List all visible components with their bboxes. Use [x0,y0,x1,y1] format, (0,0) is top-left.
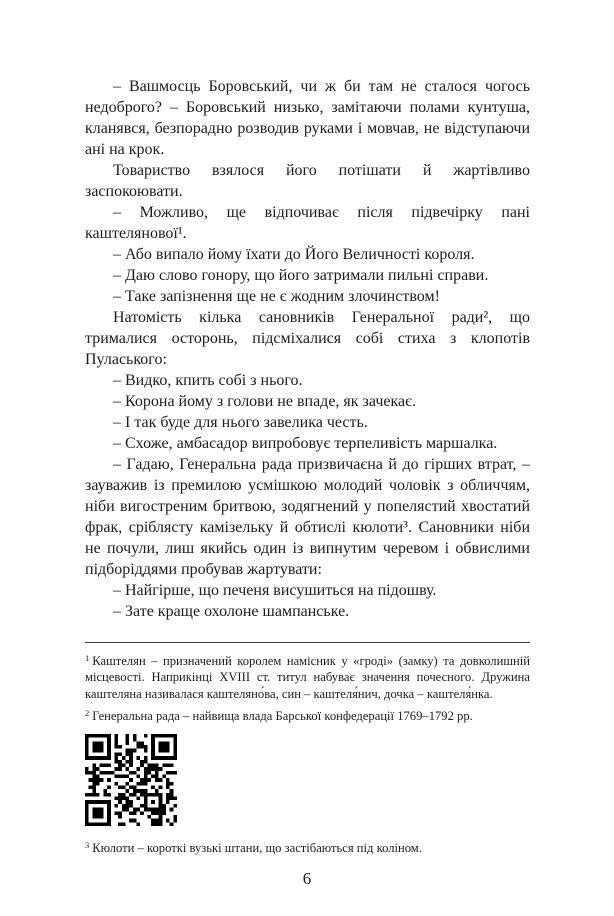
footnote-text-3: Кюлоти – короткі вузькі штани, що застібаються під коліном. [92,840,422,855]
footnote-marker-1: 1 [85,653,90,663]
paragraph: Товариство взялося його потішати й жартівливо заспокоювати. [85,162,530,200]
paragraph: – Або випало йому їхати до Його Величності короля. [113,246,475,263]
paragraph: – Вашмосць Боровський, чи ж би там не сталося чогось недоброго? – Боровський низько, замітаючи полами кунтуша, кланявся, безпорадно розводив руками і мовчав, не відступаючи ані на крок. [85,78,530,158]
paragraph: – Даю слово гонору, що його затримали пильні справи. [113,267,489,284]
paragraph: – Видко, кпить собі з нього. [113,372,303,389]
paragraph: – Схоже, амбасадор випробовує терпеливість маршалка. [113,435,498,452]
footnote-kashtelian [85,650,530,702]
paragraph: – Зате краще охолоне шампанське. [113,603,350,620]
footnote-text-1: Каштелян – призначений королем намісник у «гроді» (замку) та довколишній місцевості. Наприкінці XVIII ст. титул набуває значення почесного. Дружина каштеляна називалася каштеляно́ва, син – каштеля́нич, дочка – каштеля́нка. [85,654,530,701]
footnote-kiuloty [85,837,530,856]
paragraph: Натомість кілька сановників Генеральної ради², що трималися осторонь, підсміхалися собі стиха з клопотів Пуласького: [85,309,530,368]
paragraph: – І так буде для нього завелика честь. [113,414,368,431]
body-text [85,76,530,622]
footnotes-section [85,642,530,859]
paragraph: – Можливо, ще відпочиває після підвечірку пані каштелянової¹. [85,204,530,242]
paragraph: – Найгірше, що печеня висушиться на підошву. [113,582,437,599]
footnote-text-2: Генеральна рада – найвища влада Барської конфедерації 1769–1792 рр. [92,709,473,724]
page-number: 6 [302,869,312,888]
paragraph: – Таке запізнення ще не є жодним злочинством! [113,288,440,305]
footnote-heneralna-rada [85,705,530,724]
paragraph: – Гадаю, Генеральна рада призвичаєна й до гірших втрат, – зауважив із премилою усмішкою молодий чоловік з обличчям, ніби вигостреним бритвою, зодягнений у попелястий хвостатий фрак, сріблясту камізельку й обтислі кюлоти³. Сановники ніби не почули, лиш якийсь один із випнутим черевом і обвислими підборіддями пробував жартувати: [85,456,530,578]
footnote-marker-2: 2 [85,708,90,719]
qr-code-image [85,734,177,826]
footnote-separator [85,642,530,643]
qr-code [85,734,177,826]
paragraph: – Корона йому з голови не впаде, як зачекає. [113,393,416,410]
footnote-marker-3: 3 [85,839,90,850]
